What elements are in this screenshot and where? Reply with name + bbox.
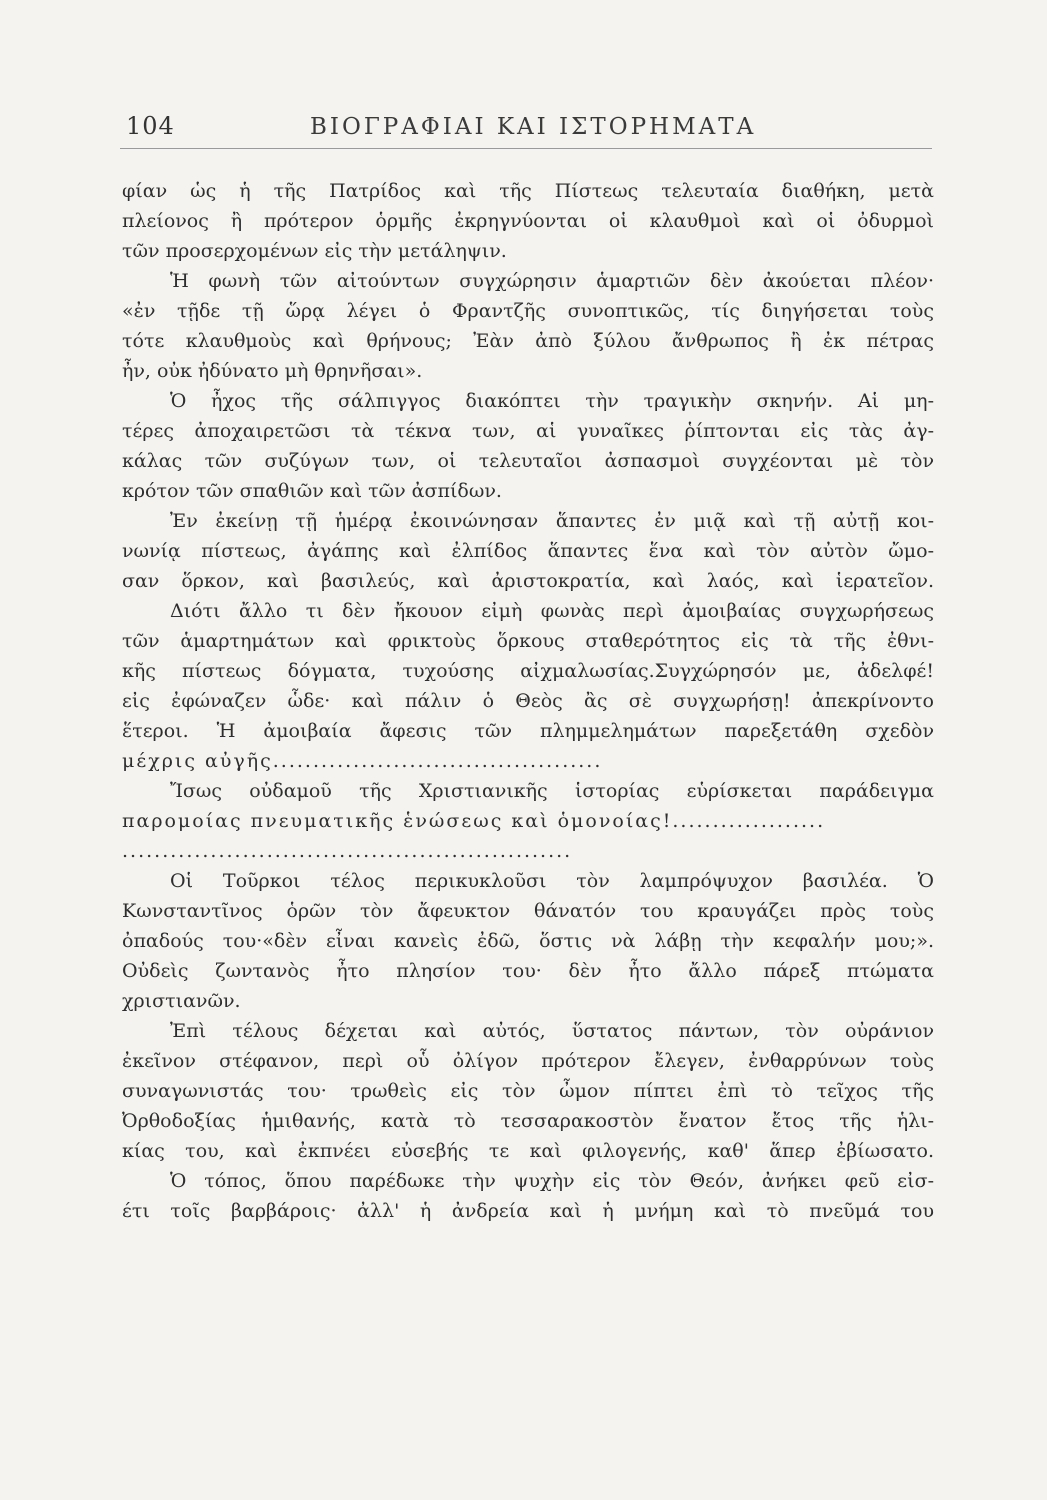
text-line: Ὁ τόπος, ὅπου παρέδωκε τὴν ψυχὴν εἰς τὸν Θεόν, ἀνήκει φεῦ εἰσ-	[170, 1170, 934, 1192]
text-line: τῶν προσερχομένων εἰς τὴν μετάληψιν.	[122, 240, 507, 262]
text-line: Οὐδεὶς ζωντανὸς ἦτο πλησίον του· δὲν ἦτο ἄλλο πάρεξ πτώματα	[122, 960, 934, 982]
text-line: παρομοίας πνευματικῆς ἑνώσεως καὶ ὁμονοίας!...................	[122, 810, 826, 832]
text-line: Ὀρθοδοξίας ἡμιθανής, κατὰ τὸ τεσσαρακοστὸν ἔνατον ἔτος τῆς ἡλι-	[122, 1110, 934, 1132]
text-line: εἰς ἐφώναζεν ὧδε· καὶ πάλιν ὁ Θεὸς ἂς σὲ συγχωρήσῃ! ἀπεκρίνοντο	[122, 690, 934, 712]
text-line: συναγωνιστάς του· τρωθεὶς εἰς τὸν ὦμον πίπτει ἐπὶ τὸ τεῖχος τῆς	[122, 1080, 934, 1102]
text-line: ὀπαδούς του·«δὲν εἶναι κανεὶς ἐδῶ, ὅστις νὰ λάβῃ τὴν κεφαλήν μου;».	[122, 930, 934, 952]
body-text	[122, 176, 934, 1226]
text-line: ἕτεροι. Ἡ ἀμοιβαία ἄφεσις τῶν πλημμελημάτων παρεξετάθη σχεδὸν	[122, 720, 934, 742]
text-line: Οἱ Τοῦρκοι τέλος περικυκλοῦσι τὸν λαμπρόψυχον βασιλέα. Ὁ	[170, 870, 934, 892]
text-line: χριστιανῶν.	[122, 990, 241, 1012]
text-line: φίαν ὡς ἡ τῆς Πατρίδος καὶ τῆς Πίστεως τελευταία διαθήκη, μετὰ	[122, 180, 934, 202]
text-line: σαν ὅρκον, καὶ βασιλεύς, καὶ ἀριστοκρατία, καὶ λαός, καὶ ἱερατεῖον.	[122, 570, 934, 592]
dotted-separator: ........................................................	[122, 840, 573, 862]
page-number: 104	[126, 112, 175, 140]
text-line: τῶν ἁμαρτημάτων καὶ φρικτοὺς ὅρκους σταθερότητος εἰς τὰ τῆς ἐθνι-	[122, 630, 934, 652]
text-line: Ἴσως οὐδαμοῦ τῆς Χριστιανικῆς ἱστορίας εὑρίσκεται παράδειγμα	[170, 780, 934, 802]
text-line: μέχρις αὐγῆς.........................................	[122, 750, 603, 772]
text-line: έτι τοῖς βαρβάροις· ἀλλ' ἡ ἀνδρεία καὶ ἡ μνήμη καὶ τὸ πνεῦμά του	[122, 1200, 934, 1222]
text-line: Ἡ φωνὴ τῶν αἰτούντων συγχώρησιν ἁμαρτιῶν δὲν ἀκούεται πλέον·	[170, 270, 934, 292]
text-line: πλείονος ἢ πρότερον ὁρμῆς ἐκρηγνύονται οἱ κλαυθμοὶ καὶ οἱ ὀδυρμοὶ	[122, 210, 934, 232]
text-line: «ἐν τῇδε τῇ ὥρᾳ λέγει ὁ Φραντζῆς συνοπτικῶς, τίς διηγήσεται τοὺς	[122, 300, 934, 322]
text-line: κάλας τῶν συζύγων των, οἱ τελευταῖοι ἀσπασμοὶ συγχέονται μὲ τὸν	[122, 450, 934, 472]
text-line: κρότον τῶν σπαθιῶν καὶ τῶν ἀσπίδων.	[122, 480, 502, 502]
text-line: νωνίᾳ πίστεως, ἀγάπης καὶ ἐλπίδος ἅπαντες ἕνα καὶ τὸν αὐτὸν ὤμο-	[122, 540, 934, 562]
text-line: Διότι ἄλλο τι δὲν ἤκουον εἰμὴ φωνὰς περὶ ἀμοιβαίας συγχωρήσεως	[170, 600, 934, 622]
text-line: Ὁ ἦχος τῆς σάλπιγγος διακόπτει τὴν τραγικὴν σκηνήν. Αἱ μη-	[170, 390, 934, 412]
text-line: Ἐν ἐκείνῃ τῇ ἡμέρᾳ ἐκοινώνησαν ἅπαντες ἐν μιᾷ καὶ τῇ αὐτῇ κοι-	[170, 510, 934, 532]
text-line: Κωνσταντῖνος ὁρῶν τὸν ἄφευκτον θάνατόν του κραυγάζει πρὸς τοὺς	[122, 900, 934, 922]
text-line: ἦν, οὐκ ἠδύνατο μὴ θρηνῆσαι».	[122, 360, 423, 382]
text-line: Ἐπὶ τέλους δέχεται καὶ αὐτός, ὕστατος πάντων, τὸν οὐράνιον	[170, 1020, 934, 1042]
text-line: τότε κλαυθμοὺς καὶ θρήνους; Ἐὰν ἀπὸ ξύλου ἄνθρωπος ἢ ἐκ πέτρας	[122, 330, 934, 352]
text-line: ἐκεῖνον στέφανον, περὶ οὗ ὀλίγον πρότερον ἔλεγεν, ἐνθαρρύνων τοὺς	[122, 1050, 934, 1072]
text-line: τέρες ἀποχαιρετῶσι τὰ τέκνα των, αἱ γυναῖκες ῥίπτονται εἰς τὰς ἀγ-	[122, 420, 934, 442]
page-header	[120, 104, 932, 149]
running-title: ΒΙΟΓΡΑΦΙΑΙ ΚΑΙ ΙΣΤΟΡΗΜΑΤΑ	[310, 114, 757, 140]
text-line: κίας του, καὶ ἐκπνέει εὐσεβής τε καὶ φιλογενής, καθ' ἅπερ ἐβίωσατο.	[122, 1140, 934, 1162]
text-line: κῆς πίστεως δόγματα, τυχούσης αἰχμαλωσίας.Συγχώρησόν με, ἀδελφέ!	[122, 660, 934, 682]
